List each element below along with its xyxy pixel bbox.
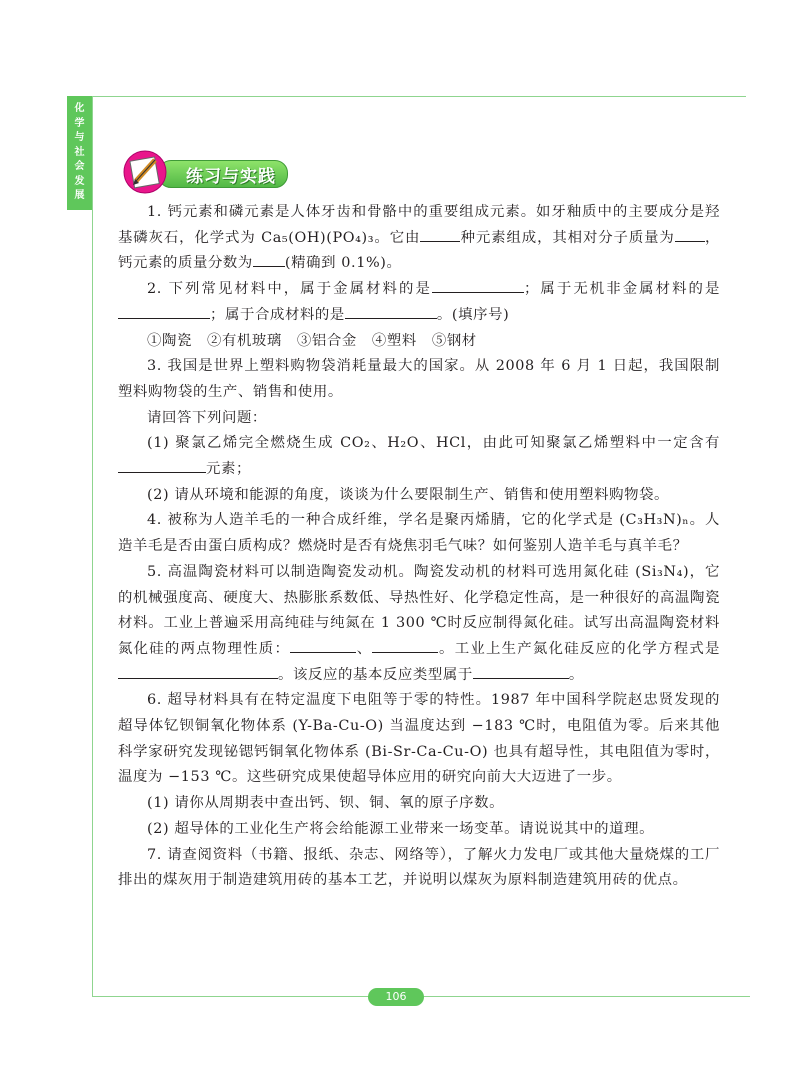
q5-text: 。工业上生产氮化硅反应的化学方程式是: [438, 640, 720, 657]
section-header: [118, 148, 298, 196]
question-1: [118, 200, 720, 277]
side-tab: [67, 96, 92, 210]
q2-text: ；属于合成材料的是: [210, 306, 345, 323]
answer-blank[interactable]: [372, 637, 438, 653]
q1-text: 种元素组成，其相对分子质量为: [460, 229, 675, 246]
answer-blank[interactable]: [253, 251, 285, 267]
q3-prompt: 请回答下列问题：: [147, 409, 267, 426]
q3-text: 元素；: [206, 461, 251, 478]
exercise-content: [118, 200, 720, 894]
q3-sub-2: (2) 请从环境和能源的角度，谈谈为什么要限制生产、销售和使用塑料购物袋。: [147, 486, 670, 503]
q5-text: 5. 高温陶瓷材料可以制造陶瓷发动机。陶瓷发动机的材料可选用氮化硅 (Si₃N₄)，它的机械强度高、硬度大、热膨胀系数低、导热性好、化学稳定性高，是一种很好的高温陶瓷材料。工业上普遍采用高纯硅与纯氮在 1 300 ℃时反应制得氮化硅。试写出高温陶瓷材料氮化硅的两点物理性质：: [118, 563, 720, 657]
q3-text: (1) 聚氯乙烯完全燃烧生成 CO₂、H₂O、HCl，由此可知聚氯乙烯塑料中一定含有: [147, 435, 720, 452]
answer-blank[interactable]: [290, 637, 356, 653]
answer-blank[interactable]: [118, 303, 210, 319]
left-rule: [92, 96, 93, 996]
section-title: 练习与实践: [186, 167, 276, 187]
pencil-on-card-icon: [118, 148, 178, 196]
q5-text: 。该反应的基本反应类型属于: [278, 666, 473, 683]
side-tab-char: 学: [74, 117, 85, 129]
side-tab-char: 会: [74, 161, 85, 172]
question-7: 7. 请查阅资料（书籍、报纸、杂志、网络等），了解火力发电厂或其他大量烧煤的工厂排出的煤灰用于制造建筑用砖的基本工艺，并说明以煤灰为原料制造建筑用砖的优点。: [118, 846, 720, 889]
question-6: 6. 超导材料具有在特定温度下电阻等于零的特性。1987 年中国科学院赵忠贤发现的超导体钇钡铜氧化物体系 (Y-Ba-Cu-O) 当温度达到 −183 ℃时，电阻值为零。后来其他科学家研究发现铋锶钙铜氧化物体系 (Bi-Sr-Ca-Cu-O) 也具有超导性，其电阻值为零时，温度为 −153 ℃。这些研究成果使超导体应用的研究向前大大迈进了一步。: [118, 692, 720, 786]
side-tab-char: 社: [74, 146, 85, 158]
page-number: 106: [368, 988, 424, 1006]
question-3: 3. 我国是世界上塑料购物袋消耗量最大的国家。从 2008 年 6 月 1 日起，我国限制塑料购物袋的生产、销售和使用。: [118, 358, 720, 400]
answer-blank[interactable]: [345, 303, 437, 319]
question-5: [118, 560, 720, 689]
answer-blank[interactable]: [118, 663, 278, 679]
side-tab-char: 展: [74, 190, 85, 201]
q1-text: 。它由: [374, 229, 421, 246]
answer-blank[interactable]: [675, 226, 705, 242]
q5-text: 、: [356, 640, 373, 657]
top-rule: [90, 96, 746, 97]
q2-text: ；属于无机非金属材料的是: [523, 281, 720, 298]
side-tab-char: 与: [74, 132, 85, 143]
answer-blank[interactable]: [473, 663, 569, 679]
q6-sub-2: (2) 超导体的工业化生产将会给能源工业带来一场变革。请说说其中的道理。: [147, 820, 655, 837]
q2-text: 2. 下列常见材料中，属于金属材料的是: [147, 281, 432, 298]
q5-text: 。: [568, 666, 584, 683]
q1-text: (精确到 0.1%)。: [284, 255, 402, 272]
side-tab-char: 发: [74, 175, 85, 187]
side-tab-char: 化: [74, 103, 85, 114]
answer-blank[interactable]: [432, 277, 524, 293]
q6-sub-1: (1) 请你从周期表中查出钙、钡、铜、氧的原子序数。: [147, 795, 505, 812]
q1-text: 1. 钙元素和磷元素是人体牙齿和骨骼中的重要组成元素。如牙釉质中的主要成分是羟基磷灰石，化学式为: [118, 204, 720, 246]
answer-blank[interactable]: [420, 226, 460, 242]
question-4: 4. 被称为人造羊毛的一种合成纤维，学名是聚丙烯腈，它的化学式是 (C₃H₃N)ₙ。人造羊毛是否由蛋白质构成？燃烧时是否有烧焦羽毛气味？如何鉴别人造羊毛与真羊毛？: [118, 512, 720, 555]
q1-formula: Ca₅(OH)(PO₄)₃: [261, 229, 375, 246]
q2-text: 。(填序号): [436, 306, 510, 323]
q2-options: ①陶瓷 ②有机玻璃 ③铝合金 ④塑料 ⑤钢材: [147, 332, 477, 349]
q1-text: ，钙元素的质量分数为: [118, 229, 720, 272]
question-2: [118, 277, 720, 328]
answer-blank[interactable]: [118, 457, 206, 473]
q3-sub-1: [118, 431, 720, 482]
